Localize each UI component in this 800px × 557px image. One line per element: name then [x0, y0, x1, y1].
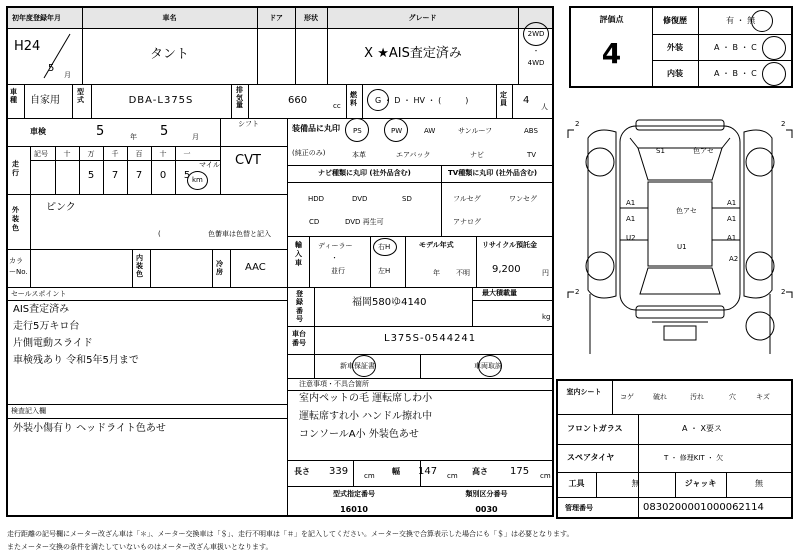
navi-header: ナビ種類に丸印 (社外品含む)	[318, 169, 411, 177]
drive-sep: ・	[532, 47, 540, 55]
digit-header-0: 十	[63, 150, 71, 158]
disp-label: 排気量	[236, 86, 243, 110]
import-dot: ・	[331, 254, 338, 262]
shift-value: CVT	[235, 153, 261, 168]
kg-unit: kg	[542, 313, 551, 321]
mgmt-label: 管理番号	[565, 504, 593, 512]
navi-dvd: DVD	[352, 195, 368, 203]
glass-options: A ・ X要ス	[682, 424, 723, 433]
import-right-h: 右H	[378, 243, 391, 251]
model-label: 型式	[77, 88, 84, 105]
notes-line-1: 室内ペットの毛 運転席しわ小	[299, 393, 433, 404]
notes-line-2: 運転席すれ小 ハンドル擦れ中	[299, 411, 433, 422]
color-note: 色替車は色替と記入	[208, 230, 271, 238]
main-form	[6, 6, 554, 517]
tv-fullseg: フルセグ	[453, 195, 481, 203]
height-cm: cm	[540, 472, 551, 480]
recycle-value: 9,200	[492, 264, 521, 275]
equip-sunroof: サンルーフ	[458, 127, 493, 135]
notes-label: 注意事項・不具合箇所	[299, 380, 369, 388]
kind-value: 自家用	[30, 95, 60, 106]
seat-tear: 破れ	[653, 393, 667, 401]
equip-airbag: エアバック	[396, 151, 431, 159]
equipment-label: 装備品に丸印	[292, 124, 340, 133]
mileage-mark-label: 記号	[34, 150, 48, 158]
diag-num-br: 2	[781, 288, 786, 296]
fuel-label: 燃料	[350, 91, 357, 108]
chassis-label: 車台番号	[292, 330, 306, 348]
exterior-label: 外装	[667, 43, 683, 52]
max-load-label: 最大積載量	[482, 289, 517, 297]
interior-options: A ・ B ・ C	[714, 69, 757, 78]
digit-header-2: 千	[111, 150, 119, 158]
sales-line-2: 走行5万キロ台	[13, 321, 80, 332]
spare-options: T ・ 修理KIT ・ 欠	[664, 454, 724, 462]
mileage-digit-3: 7	[135, 170, 143, 181]
equip-aw: AW	[424, 127, 436, 135]
diag-num-tl: 2	[575, 120, 580, 128]
import-dealer: ディーラー	[318, 242, 353, 250]
diag-label-a1-r1: A1	[727, 199, 737, 207]
diag-label-a1-l2: A1	[626, 215, 636, 223]
equipment-sub-label: (純正のみ)	[292, 149, 326, 157]
car-name-label: 車名	[162, 14, 177, 22]
width-cm: cm	[447, 472, 458, 480]
sales-line-4: 車検残あり 令和5年5月まで	[13, 355, 139, 366]
type-no-label: 型式指定番号	[333, 490, 375, 498]
diag-label-u2: U2	[626, 234, 636, 242]
diag-label-fade-1: 色アセ	[693, 147, 714, 155]
diag-num-bl: 2	[575, 288, 580, 296]
mileage-label: 走行	[12, 160, 19, 178]
inspect-month: 5	[160, 124, 169, 139]
model-year-unit: 年	[433, 269, 440, 277]
jack-label: ジャッキ	[684, 479, 717, 488]
repair-options: 有 ・ 無	[726, 16, 756, 25]
navi-sd: SD	[402, 195, 412, 203]
height-value: 175	[510, 466, 530, 477]
fuel-options: G ・ D ・ HV ・ ( )	[375, 96, 469, 105]
class-no-label: 類別区分番号	[465, 490, 508, 498]
mileage-digit-2: 7	[111, 170, 119, 181]
grade-value: X ★AIS査定済み	[364, 46, 462, 61]
footer-line-1: 走行距離の記号欄にメーター改ざん車は「＊」、メーター交換車は「＄」、走行不明車は「＃」を記入してください。メーター交換で合算表示した場合にも「＄」は必要となります。	[7, 530, 574, 538]
shift-label: シフト	[238, 120, 259, 128]
inspect-year-unit: 年	[130, 133, 137, 141]
diag-label-u1: U1	[677, 243, 687, 251]
equip-ps: PS	[353, 127, 362, 135]
notes-line-3: コンソールA小 外装色あせ	[299, 429, 419, 440]
diag-label-a1-l1: A1	[626, 199, 636, 207]
pw-circle	[384, 118, 408, 142]
diag-label-fade-2: 色アセ	[676, 207, 697, 215]
aircon-value: AAC	[245, 262, 266, 273]
yen-unit: 円	[542, 269, 549, 277]
equip-tv: TV	[527, 151, 537, 159]
repair-none-circle	[751, 10, 773, 32]
tools-label: 工具	[568, 479, 585, 488]
footer-line-2: またメーター交換の条件を満たしていないものはメーター改ざん車扱いとなります。	[7, 543, 273, 551]
car-diagram	[560, 108, 800, 376]
digit-header-1: 万	[87, 150, 95, 158]
chassis-value: L375S-0544241	[384, 333, 477, 344]
car-name-value: タント	[149, 47, 189, 62]
digit-header-3: 百	[135, 150, 143, 158]
manual-circle	[478, 355, 502, 377]
diag-label-a2: A2	[729, 255, 739, 263]
right-h-circle	[373, 238, 397, 256]
mileage-digit-1: 5	[87, 170, 95, 181]
diag-label-a1-r3: A1	[727, 234, 737, 242]
digit-header-4: 十	[159, 150, 167, 158]
tv-oneseg: ワンセグ	[509, 195, 537, 203]
interior-color-label: 内装色	[136, 254, 143, 279]
diag-label-s1: S1	[656, 147, 665, 155]
width-label: 幅	[392, 467, 400, 476]
recycle-label: リサイクル預託金	[482, 241, 538, 249]
drive-2wd: 2WD	[527, 30, 545, 38]
first-reg-month: 5	[48, 63, 55, 74]
seat-label: 室内シート	[566, 388, 602, 396]
aircon-label: 冷房	[216, 260, 223, 277]
inspect-label: 車検	[30, 127, 46, 136]
inspect-month-unit: 月	[192, 133, 199, 141]
tv-analog: アナログ	[453, 218, 481, 226]
navi-cd: CD	[309, 218, 320, 226]
inspector-line: 外装小傷有り ヘッドライト色あせ	[13, 423, 166, 434]
people-unit: 人	[541, 103, 548, 111]
glass-label: フロントガラス	[567, 424, 623, 433]
height-label: 高さ	[472, 467, 488, 476]
sales-label: セールスポイント	[11, 290, 67, 298]
equip-navi: ナビ	[470, 151, 484, 159]
color-paren: ( )	[158, 230, 220, 238]
mileage-digit-4: 0	[159, 170, 167, 181]
repair-label: 修復歴	[663, 16, 687, 25]
equip-pw: PW	[391, 127, 403, 135]
model-year-label: モデル年式	[419, 241, 454, 249]
first-reg-label: 初年度登録年月	[12, 14, 61, 22]
import-left-h: 左H	[378, 267, 391, 275]
km-circle	[187, 171, 208, 190]
navi-dvd-play: DVD 再生可	[345, 218, 384, 226]
seat-scratch: キズ	[756, 393, 770, 401]
color-no-label: カラーNo.	[9, 257, 28, 277]
type-no-value: 16010	[340, 505, 368, 514]
seat-burn: コゲ	[620, 393, 634, 401]
equip-abs: ABS	[524, 127, 538, 135]
color-value: ピンク	[46, 202, 76, 213]
model-value: DBA-L375S	[128, 95, 194, 106]
mile-label: マイル	[199, 161, 220, 169]
warranty-label: 新車保証書	[340, 362, 375, 370]
digit-header-5: 一	[183, 150, 191, 158]
month-unit: 月	[64, 71, 71, 79]
diag-label-a1-r2: A1	[727, 215, 737, 223]
length-label: 長さ	[294, 467, 310, 476]
sales-line-1: AIS査定済み	[13, 304, 70, 315]
drive-4wd: 4WD	[527, 59, 545, 67]
navi-hdd: HDD	[308, 195, 325, 203]
door-label: ドア	[269, 14, 283, 22]
seat-hole: 穴	[729, 393, 736, 401]
ps-circle	[345, 118, 369, 142]
disp-value: 660	[288, 95, 308, 106]
score-value: 4	[601, 37, 622, 70]
interior-c-circle	[762, 62, 786, 86]
manual-label: 車両取説	[474, 362, 502, 370]
length-cm: cm	[364, 472, 375, 480]
class-no-value: 0030	[475, 505, 498, 514]
tv-header: TV種類に丸印 (社外品含む)	[448, 169, 538, 177]
exterior-options: A ・ B ・ C	[714, 43, 757, 52]
interior-label: 内装	[667, 69, 683, 78]
score-label: 評価点	[599, 15, 624, 24]
grade-label: グレード	[408, 14, 437, 22]
registration-label: 登録番号	[296, 290, 303, 324]
tools-value: 無	[631, 479, 640, 488]
shape-label: 形状	[304, 14, 318, 22]
diag-num-tr: 2	[781, 120, 786, 128]
inspector-label: 検査記入欄	[11, 407, 46, 415]
fuel-g-circle	[367, 89, 389, 111]
first-reg-year: H24	[14, 39, 41, 54]
import-label: 輸入車	[295, 241, 302, 268]
equip-leather: 本革	[352, 151, 366, 159]
mileage-digit-5: 5	[183, 170, 191, 181]
spare-label: スペアタイヤ	[567, 453, 615, 462]
registration-value: 福岡580ゆ4140	[352, 297, 427, 308]
width-value: 147	[418, 466, 438, 477]
warranty-circle	[352, 355, 376, 377]
cc-unit: cc	[333, 102, 341, 110]
import-parallel: 並行	[331, 267, 345, 275]
color-label: 外装色	[12, 206, 19, 233]
jack-value: 無	[755, 479, 763, 488]
inspect-year: 5	[96, 124, 105, 139]
capacity-value: 4	[523, 95, 530, 106]
seat-dirt: 汚れ	[690, 393, 704, 401]
exterior-c-circle	[762, 36, 786, 60]
length-value: 339	[329, 466, 349, 477]
mgmt-value: 0830200001000062114	[643, 502, 764, 513]
sales-line-3: 片側電動スライド	[13, 338, 93, 349]
kind-label: 車種	[10, 88, 17, 105]
capacity-label: 定員	[500, 91, 507, 108]
km-label: km	[192, 176, 203, 184]
model-year-unknown: 不明	[456, 269, 470, 277]
